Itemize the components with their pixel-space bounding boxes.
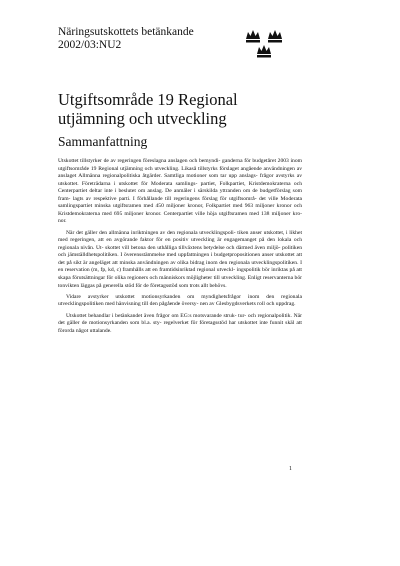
report-title (58, 90, 238, 128)
three-crowns-logo (244, 28, 288, 60)
crown-icon (246, 30, 260, 43)
page-number: 1 (289, 466, 292, 472)
paragraph: Vidare avstyrker utskottet motionsyrkanden om myndighetsfrågor inom den regionala utvecklingspolitiken med hänvisning till den pågående översy- nen av Glesbygdsverkets roll och uppdrag. (58, 293, 302, 308)
paragraph: Utskottet behandlar i betänkandet även frågor om EG:s motsvarande struk- tur- och regionalpolitik. När det gäller de motionsyrkanden som bl.a. sty- regelverket för företagsstöd har utskottet inte funnit skäl att förordа något uttalande. (58, 312, 302, 334)
committee-name: Näringsutskottets betänkande (58, 26, 194, 38)
report-number: 2002/03:NU2 (58, 39, 122, 51)
section-heading: Sammanfattning (58, 134, 148, 149)
paragraph: När det gäller den allmänna inriktningen av den regionala utvecklingspoli- tiken anser utskottet, i likhet med regeringen, att en avgörande faktor för en positiv utveckling är engagemanget på den lokala och regionala nivån. Ut- skottet vill betona den uthålliga tillväxtens betydelse och därmed även miljö- politiken och jämställdhetspolitiken. I överensstämmelse med uppfattningen i budgetpropositionen anser utskottet att det på sikt är angeläget att minska användningen av olika bidrag inom den regionala utvecklingspolitiken. I en reservation (m, fp, kd, c) framhålls att en framtidsinriktad regional utveckl- ingspolitik bör inriktas på att skapa förutsättningar för olika regioners och människors möjligheter till utveckling. Enligt reservanterna bör tonvikten läggas på generella stöd för de företagsstöd som trots allt behövs. (58, 229, 302, 289)
crown-icon (257, 45, 271, 58)
title-line-1: Utgiftsområde 19 Regional (58, 90, 238, 109)
title-line-2: utjämning och utveckling (58, 109, 227, 128)
summary-body (58, 158, 302, 339)
report-header (58, 26, 194, 52)
paragraph: Utskottet tillstyrker de av regeringen föreslagna anslagen och bemyndi- ganderna för budgetåret 2003 inom utgiftsområde 19 Regional utjämning och utveckling. Likaså tillstyrks förslaget angående användningen av anslaget Allmänna regionalpolitiska åtgärder. Samtliga motioner som tar upp anslags- frågor avstyrks av utskottet. Företrädarna i utskottet för Moderata samlings- partiet, Folkpartiet, Kristdemokraterna och Centerpartiet deltar inte i beslutet om anslag. De anmäler i särskilda yttranden om de budgetförslag som fram- lagts av respektive parti. I förhållande till regeringens förslag för utgiftsområ- det ville Moderata samlingspartiet minska utgiftsramen med 450 miljoner kronor, Folkpartiet med 963 miljoner kronor och Kristdemokraterna med 695 miljoner kronor. Centerpartiet ville höja utgiftsramen med 138 miljoner kro- nor. (58, 158, 302, 225)
crown-icon (268, 30, 282, 43)
